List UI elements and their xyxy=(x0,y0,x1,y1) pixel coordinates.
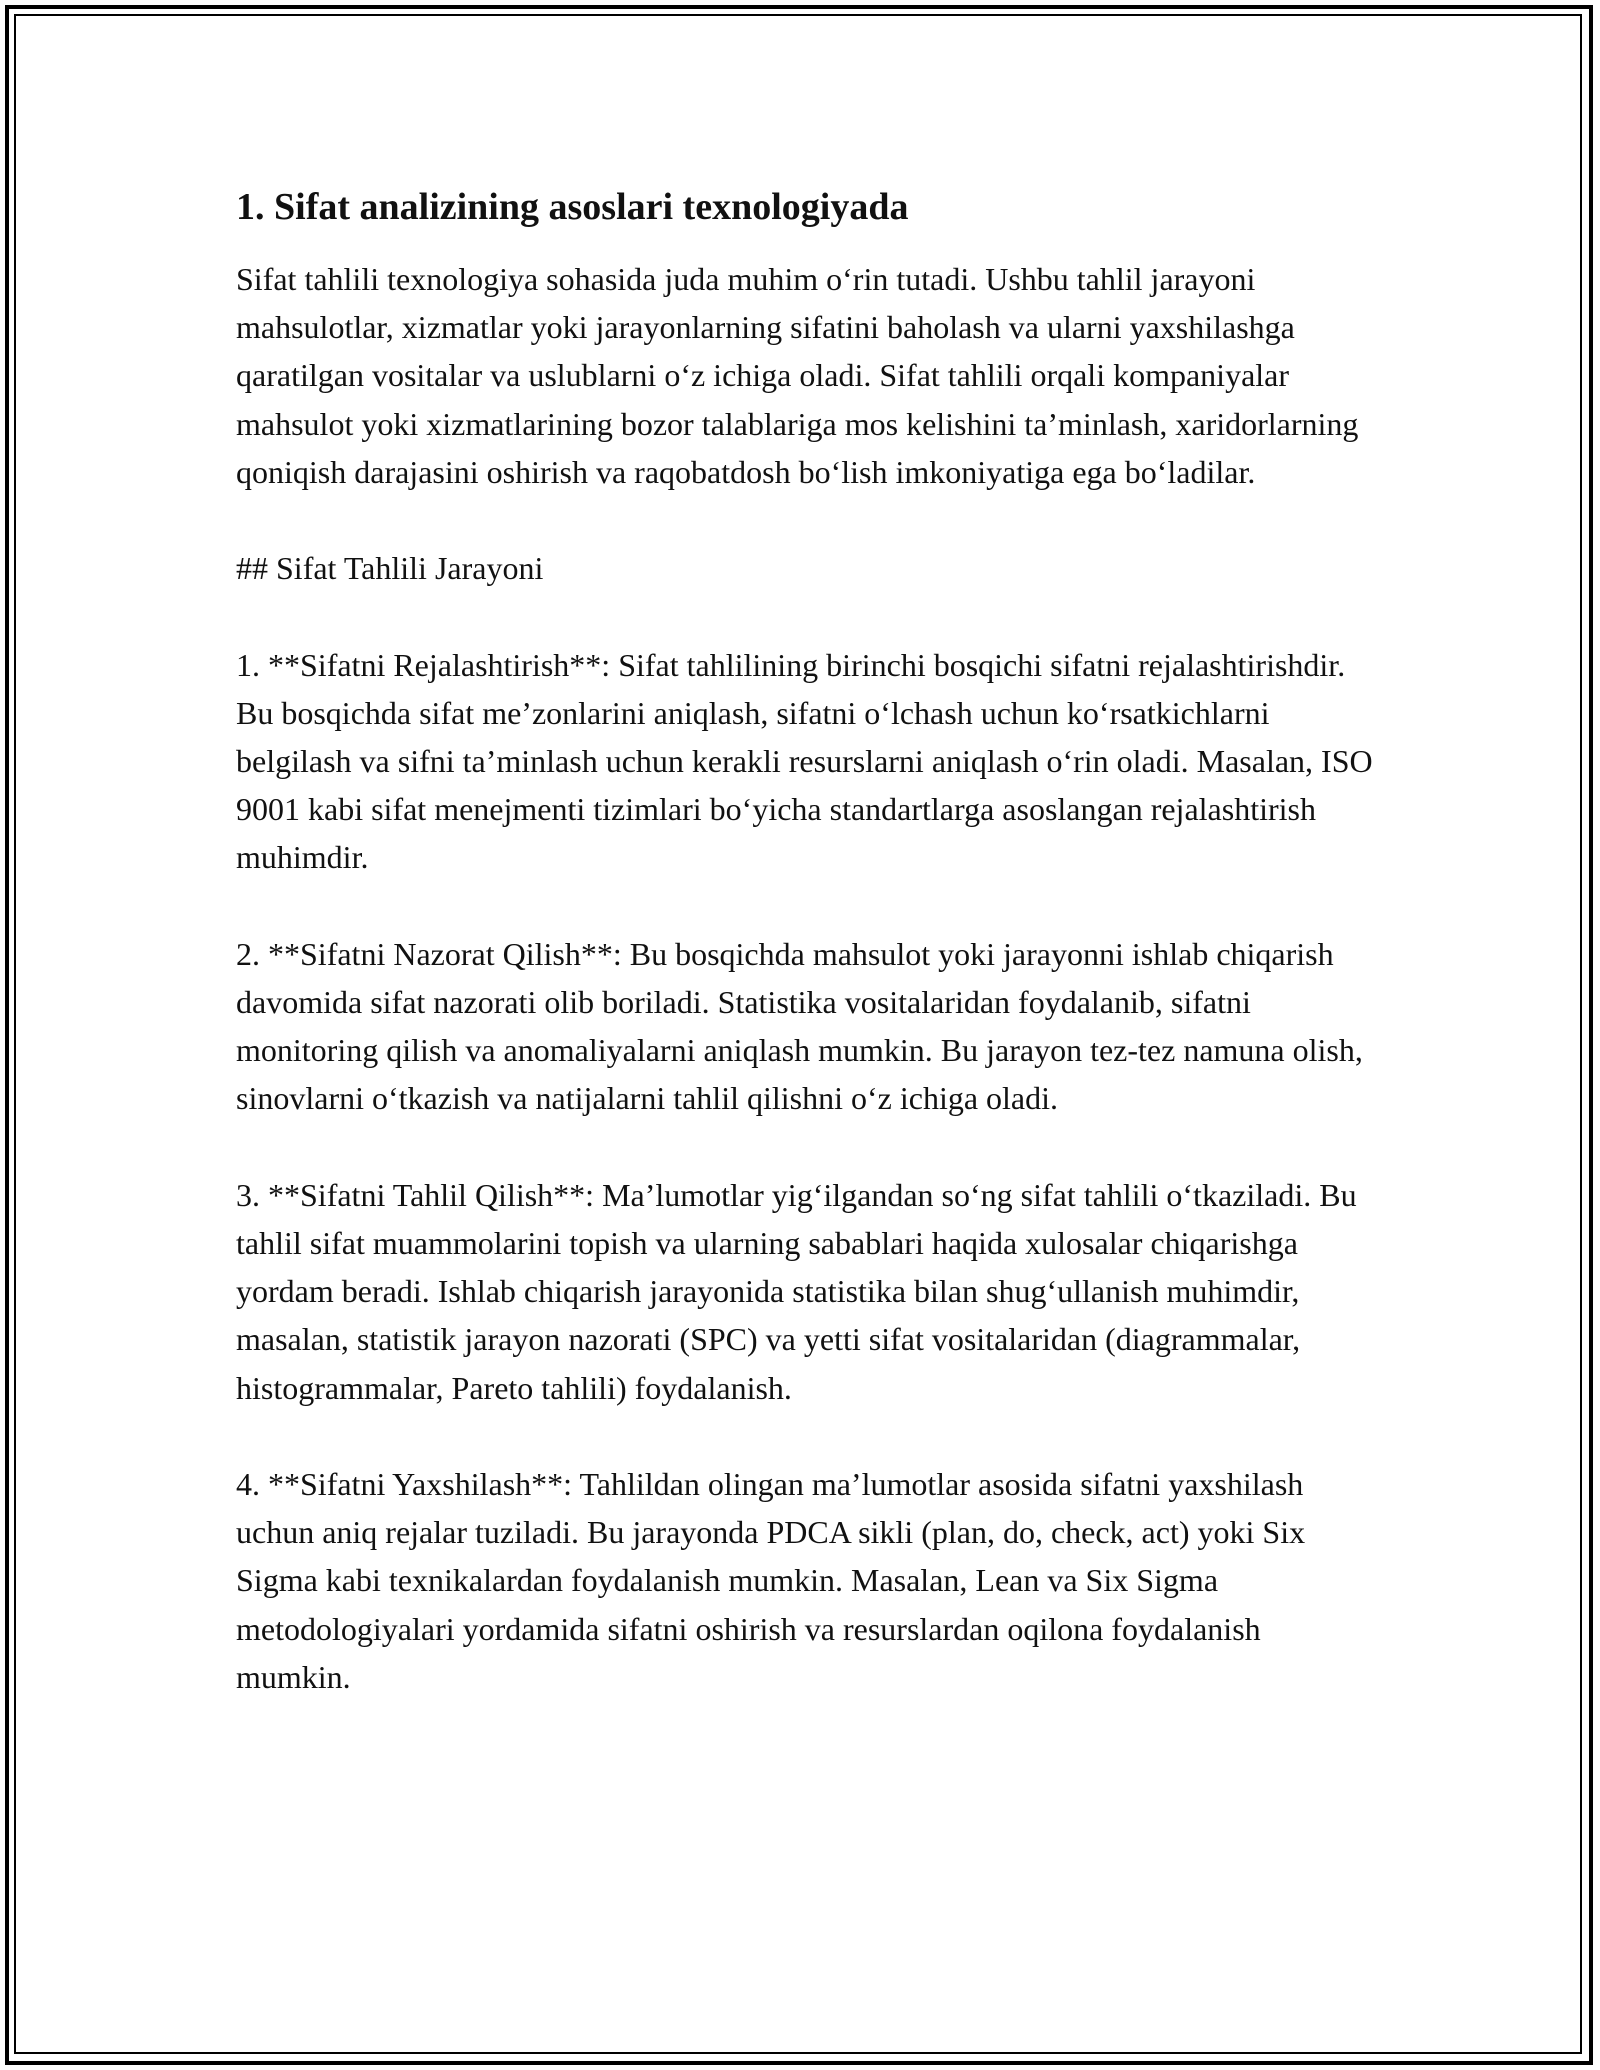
step-4-paragraph: 4. **Sifatni Yaxshilash**: Tahlildan olingan ma’lumotlar asosida sifatni yaxshilash uchun aniq rejalar tuziladi. Bu jarayonda PDCA sikli (plan, do, check, act) yoki Six Sigma kabi texnikalardan foydalanish mumkin. Masalan, Lean va Six Sigma metodologiyalari yordamida sifatni oshirish va resurslardan oqilona foydalanish mumkin. xyxy=(236,1466,1306,1695)
document-body xyxy=(236,183,1376,1749)
step-2-paragraph: 2. **Sifatni Nazorat Qilish**: Bu bosqichda mahsulot yoki jarayonni ishlab chiqarish davomida sifat nazorati olib boriladi. Statistika vositalaridan foydalanib, sifatni monitoring qilish va anomaliyalarni aniqlash mumkin. Bu jarayon tez-tez namuna olish, sinovlarni o‘tkazish va natijalarni tahlil qilishni o‘z ichiga oladi. xyxy=(236,935,1363,1117)
step-1-paragraph: 1. **Sifatni Rejalashtirish**: Sifat tahlilining birinchi bosqichi sifatni rejalashtirishdir. Bu bosqichda sifat me’zonlarini aniqlash, sifatni o‘lchash uchun ko‘rsatkichlarni belgilash va sifni ta’minlash uchun kerakli resurslarni aniqlash o‘rin oladi. Masalan, ISO 9001 kabi sifat menejmenti tizimlari bo‘yicha standartlarga asoslangan rejalashtirish muhimdir. xyxy=(236,646,1373,876)
section-heading-paragraph: ## Sifat Tahlili Jarayoni xyxy=(236,550,544,587)
document-title: 1. Sifat analizining asoslari texnologiyada xyxy=(236,186,909,228)
intro-paragraph: Sifat tahlili texnologiya sohasida juda muhim o‘rin tutadi. Ushbu tahlil jarayoni mahsulotlar, xizmatlar yoki jarayonlarning sifatini baholash va ularni yaxshilashga qaratilgan vositalar va uslublarni o‘z ichiga oladi. Sifat tahlili orqali kompaniyalar mahsulot yoki xizmatlarining bozor talablariga mos kelishini ta’minlash, xaridorlarning qoniqish darajasini oshirish va raqobatdosh bo‘lish imkoniyatiga ega bo‘ladilar. xyxy=(236,261,1359,490)
step-3-paragraph: 3. **Sifatni Tahlil Qilish**: Ma’lumotlar yig‘ilgandan so‘ng sifat tahlili o‘tkaziladi. Bu tahlil sifat muammolarini topish va ularning sabablari haqida xulosalar chiqarishga yordam beradi. Ishlab chiqarish jarayonida statistika bilan shug‘ullanish muhimdir, masalan, statistik jarayon nazorati (SPC) va yetti sifat vositalaridan (diagrammalar, histogrammalar, Pareto tahlili) foydalanish. xyxy=(236,1176,1357,1406)
